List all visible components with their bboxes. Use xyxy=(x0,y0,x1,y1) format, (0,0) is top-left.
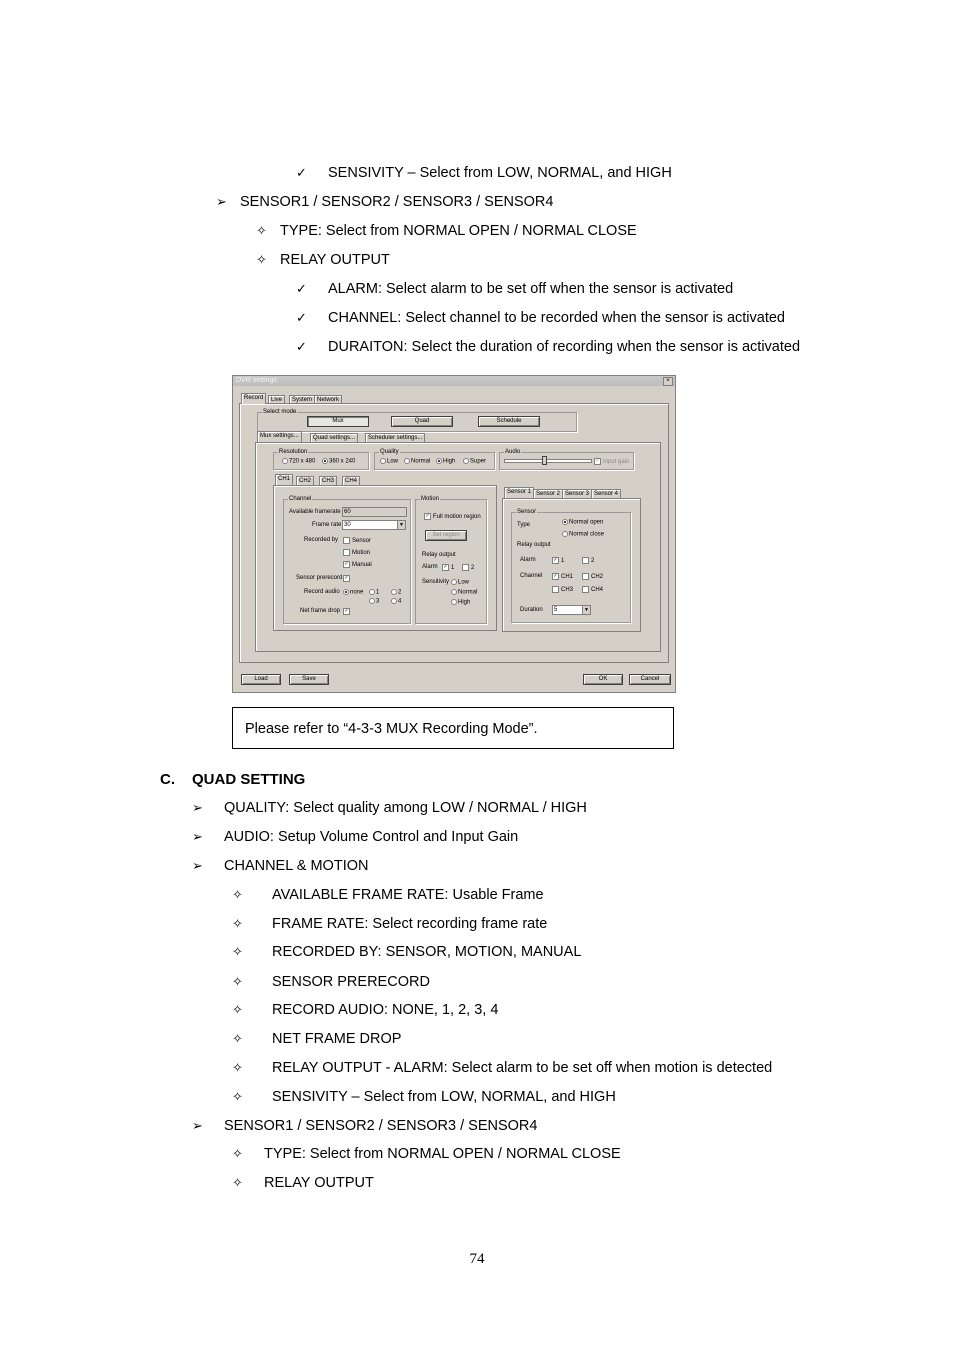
sensor-group-label: Sensor xyxy=(517,509,537,515)
cancel-button[interactable]: Cancel xyxy=(629,674,671,685)
net-frame-drop-checkbox[interactable] xyxy=(343,608,352,616)
audio-group xyxy=(499,449,634,470)
ch4-label: CH4 xyxy=(591,587,604,594)
sensor-alarm-1-label: 1 xyxy=(561,558,565,565)
radio-icon xyxy=(369,589,375,595)
mux-button[interactable]: Mux xyxy=(307,416,369,427)
normal-open-label: Normal open xyxy=(569,519,604,526)
audio-label: Audio xyxy=(505,449,521,455)
quality-super-label: Super xyxy=(470,458,487,465)
relay-output-label: Relay output xyxy=(422,552,456,558)
checkbox-icon xyxy=(582,557,589,564)
frame-rate-label: Frame rate xyxy=(312,522,342,528)
list-item: DURAITON: Select the duration of recording when the sensor is activated xyxy=(328,339,801,355)
list-item: CHANNEL & MOTION xyxy=(224,858,369,874)
sensor-label: Sensor xyxy=(352,538,372,545)
net-frame-drop-label: Net frame drop xyxy=(300,608,341,614)
record-audio-1-radio[interactable] xyxy=(369,589,379,597)
radio-icon xyxy=(391,589,397,595)
quality-high-label: High xyxy=(443,458,456,465)
close-icon[interactable]: × xyxy=(663,377,673,386)
list-item: RELAY OUTPUT xyxy=(264,1175,374,1191)
checkbox-checked-icon: ✓ xyxy=(553,557,558,563)
duration-label: Duration xyxy=(520,607,543,613)
input-gain-label: Input gain xyxy=(603,459,630,466)
list-item: SENSOR1 / SENSOR2 / SENSOR3 / SENSOR4 xyxy=(240,194,554,210)
tab-ch3[interactable]: CH3 xyxy=(319,476,337,485)
resolution-360-label: 360 x 240 xyxy=(329,458,356,465)
list-item: ALARM: Select alarm to be set off when the sensor is activated xyxy=(328,281,734,297)
quality-normal-radio[interactable] xyxy=(404,458,430,466)
check-icon: ✓ xyxy=(296,165,307,180)
list-item: TYPE: Select from NORMAL OPEN / NORMAL CLOSE xyxy=(264,1146,621,1162)
input-gain-checkbox[interactable] xyxy=(594,458,629,466)
radio-icon xyxy=(463,458,469,464)
channel-group-label: Channel xyxy=(289,496,312,502)
ch1-label: CH1 xyxy=(561,574,574,581)
frame-rate-select[interactable] xyxy=(342,520,406,530)
radio-selected-icon xyxy=(562,519,568,525)
resolution-label: Resolution xyxy=(279,449,308,455)
sensor-channel-ch3-checkbox[interactable] xyxy=(552,586,573,594)
tab-network[interactable]: Network xyxy=(314,395,342,404)
duration-select[interactable] xyxy=(552,605,591,615)
sensitivity-low-radio[interactable] xyxy=(451,579,469,587)
diamond-bullet-icon: ✧ xyxy=(232,1002,243,1017)
list-item: RELAY OUTPUT - ALARM: Select alarm to be set off when motion is detected xyxy=(272,1060,773,1076)
sensitivity-high-radio[interactable] xyxy=(451,599,470,607)
checkbox-checked-icon: ✓ xyxy=(553,573,558,579)
dialog-title: DVR settings xyxy=(236,377,277,384)
reference-note: Please refer to “4-3-3 MUX Recording Mode”. xyxy=(232,707,674,749)
load-button[interactable]: Load xyxy=(241,674,281,685)
sensor-alarm-2-label: 2 xyxy=(591,558,595,565)
list-item: FRAME RATE: Select recording frame rate xyxy=(272,916,548,932)
diamond-bullet-icon: ✧ xyxy=(232,1146,243,1161)
dropdown-arrow-icon: ▼ xyxy=(397,521,405,529)
quality-high-radio[interactable] xyxy=(436,458,455,466)
diamond-bullet-icon: ✧ xyxy=(232,1060,243,1075)
checkbox-checked-icon: ✓ xyxy=(425,513,430,519)
alarm-2-label: 2 xyxy=(471,565,475,572)
audio-3-label: 3 xyxy=(376,598,380,605)
resolution-group xyxy=(273,449,369,470)
type-normal-close-radio[interactable] xyxy=(562,531,604,539)
radio-icon xyxy=(562,531,568,537)
tab-live[interactable]: Live xyxy=(268,395,285,404)
sensitivity-label: Sensitivity xyxy=(422,579,450,585)
available-framerate-label: Available framerate xyxy=(289,509,341,515)
tab-system[interactable]: System xyxy=(289,395,315,404)
section-label: C. xyxy=(160,771,175,788)
record-audio-4-radio[interactable] xyxy=(391,598,401,606)
arrow-bullet-icon: ➢ xyxy=(192,1118,203,1133)
checkbox-icon xyxy=(343,537,350,544)
full-motion-region-checkbox[interactable] xyxy=(424,513,481,521)
sensor-alarm-2-checkbox[interactable] xyxy=(582,557,594,565)
full-motion-region-label: Full motion region xyxy=(433,514,481,521)
list-item: SENSOR1 / SENSOR2 / SENSOR3 / SENSOR4 xyxy=(224,1118,538,1134)
ch2-label: CH2 xyxy=(591,574,604,581)
audio-4-label: 4 xyxy=(398,598,402,605)
resolution-720-radio[interactable] xyxy=(282,458,315,466)
record-audio-label: Record audio xyxy=(304,589,340,595)
page-number: 74 xyxy=(469,1251,485,1267)
sensor-alarm-label: Alarm xyxy=(520,557,536,563)
channel-group xyxy=(283,496,411,624)
ch3-label: CH3 xyxy=(561,587,574,594)
tab-mux-settings[interactable]: Mux settings... xyxy=(257,431,302,442)
checkbox-icon xyxy=(582,586,589,593)
available-framerate-field: 60 xyxy=(342,507,407,517)
quality-super-radio[interactable] xyxy=(463,458,486,466)
tab-sensor3[interactable]: Sensor 3 xyxy=(562,489,592,498)
volume-slider[interactable] xyxy=(504,459,592,463)
radio-selected-icon xyxy=(436,458,442,464)
recorded-by-manual-checkbox[interactable] xyxy=(343,561,372,569)
quality-low-radio[interactable] xyxy=(380,458,398,466)
list-item: SENSIVITY – Select from LOW, NORMAL, and HIGH xyxy=(328,165,672,181)
motion-label: Motion xyxy=(352,550,371,557)
list-item: QUALITY: Select quality among LOW / NORMAL / HIGH xyxy=(224,800,587,816)
normal-close-label: Normal close xyxy=(569,531,605,538)
diamond-bullet-icon: ✧ xyxy=(256,252,267,267)
motion-group-label: Motion xyxy=(421,496,440,502)
sensor-prerecord-checkbox[interactable] xyxy=(343,575,352,583)
sensitivity-normal-label: Normal xyxy=(458,589,478,596)
sensor-channel-ch4-checkbox[interactable] xyxy=(582,586,603,594)
list-item: AVAILABLE FRAME RATE: Usable Frame xyxy=(272,887,544,903)
audio-2-label: 2 xyxy=(398,589,402,596)
radio-icon xyxy=(404,458,410,464)
record-audio-2-radio[interactable] xyxy=(391,589,401,597)
checkbox-icon xyxy=(343,549,350,556)
arrow-bullet-icon: ➢ xyxy=(192,858,203,873)
radio-selected-icon xyxy=(343,589,349,595)
recorded-by-motion-checkbox[interactable] xyxy=(343,549,370,557)
list-item: CHANNEL: Select channel to be recorded when the sensor is activated xyxy=(328,310,785,326)
select-mode-label: Select mode xyxy=(263,409,297,415)
recorded-by-sensor-checkbox[interactable] xyxy=(343,537,371,545)
save-button[interactable]: Save xyxy=(289,674,329,685)
tab-sensor2[interactable]: Sensor 2 xyxy=(533,489,563,498)
arrow-bullet-icon: ➢ xyxy=(192,800,203,815)
diamond-bullet-icon: ✧ xyxy=(232,916,243,931)
checkbox-checked-icon: ✓ xyxy=(595,458,600,464)
radio-icon xyxy=(451,599,457,605)
radio-icon xyxy=(282,458,288,464)
check-icon: ✓ xyxy=(296,339,307,354)
quality-label: Quality xyxy=(380,449,399,455)
radio-icon xyxy=(369,598,375,604)
radio-icon xyxy=(451,579,457,585)
sensor-relay-output-label: Relay output xyxy=(517,542,551,548)
quality-normal-label: Normal xyxy=(411,458,431,465)
quality-low-label: Low xyxy=(387,458,399,465)
set-region-button[interactable]: Set region xyxy=(425,530,467,541)
checkbox-icon xyxy=(582,573,589,580)
alarm-2-checkbox[interactable] xyxy=(462,564,474,572)
checkbox-checked-icon: ✓ xyxy=(344,608,349,614)
sensitivity-normal-radio[interactable] xyxy=(451,589,477,597)
list-item: RECORDED BY: SENSOR, MOTION, MANUAL xyxy=(272,944,582,960)
sensor-alarm-1-checkbox[interactable] xyxy=(552,557,564,565)
diamond-bullet-icon: ✧ xyxy=(232,1031,243,1046)
checkbox-checked-icon: ✓ xyxy=(344,561,349,567)
alarm-label: Alarm xyxy=(422,564,438,570)
check-icon: ✓ xyxy=(296,281,307,296)
diamond-bullet-icon: ✧ xyxy=(232,887,243,902)
duration-value: 5 xyxy=(554,607,558,613)
recorded-by-label: Recorded by xyxy=(304,537,339,543)
alarm-1-label: 1 xyxy=(451,565,455,572)
sensor-channel-label: Channel xyxy=(520,573,543,579)
tab-ch4[interactable]: CH4 xyxy=(342,476,360,485)
diamond-bullet-icon: ✧ xyxy=(256,223,267,238)
checkbox-checked-icon: ✓ xyxy=(344,575,349,581)
sensor-prerecord-label: Sensor prerecord xyxy=(296,575,343,581)
tab-record[interactable]: Record xyxy=(241,393,266,404)
schedule-button[interactable]: Schedule xyxy=(478,416,540,427)
tab-quad-settings[interactable]: Quad settings... xyxy=(310,433,358,442)
tab-scheduler-settings[interactable]: Scheduler settings... xyxy=(365,433,425,442)
tab-ch2[interactable]: CH2 xyxy=(296,476,314,485)
quad-button[interactable]: Quad xyxy=(391,416,453,427)
diamond-bullet-icon: ✧ xyxy=(232,1089,243,1104)
alarm-1-checkbox[interactable] xyxy=(442,564,454,572)
type-label: Type xyxy=(517,522,531,528)
record-audio-none-radio[interactable] xyxy=(343,589,363,597)
tab-sensor4[interactable]: Sensor 4 xyxy=(591,489,621,498)
frame-rate-value: 30 xyxy=(344,522,351,528)
list-item: NET FRAME DROP xyxy=(272,1031,402,1047)
radio-icon xyxy=(380,458,386,464)
radio-selected-icon xyxy=(322,458,328,464)
section-title: QUAD SETTING xyxy=(192,771,306,788)
motion-group xyxy=(415,496,487,624)
resolution-720-label: 720 x 480 xyxy=(289,458,316,465)
volume-slider-thumb[interactable] xyxy=(542,456,547,465)
diamond-bullet-icon: ✧ xyxy=(232,1175,243,1190)
arrow-bullet-icon: ➢ xyxy=(216,194,227,209)
checkbox-checked-icon: ✓ xyxy=(443,564,448,570)
list-item: SENSOR PRERECORD xyxy=(272,974,430,990)
list-item: SENSIVITY – Select from LOW, NORMAL, and HIGH xyxy=(272,1089,616,1105)
checkbox-icon xyxy=(552,586,559,593)
dropdown-arrow-icon: ▼ xyxy=(582,606,590,614)
sensor-channel-ch1-checkbox[interactable] xyxy=(552,573,573,581)
list-item: TYPE: Select from NORMAL OPEN / NORMAL CLOSE xyxy=(280,223,637,239)
list-item: RELAY OUTPUT xyxy=(280,252,390,268)
sensor-group xyxy=(511,509,631,623)
radio-icon xyxy=(451,589,457,595)
diamond-bullet-icon: ✧ xyxy=(232,974,243,989)
list-item: AUDIO: Setup Volume Control and Input Gain xyxy=(224,829,519,845)
sensitivity-high-label: High xyxy=(458,599,471,606)
ok-button[interactable]: OK xyxy=(583,674,623,685)
diamond-bullet-icon: ✧ xyxy=(232,944,243,959)
radio-icon xyxy=(391,598,397,604)
audio-1-label: 1 xyxy=(376,589,380,596)
type-normal-open-radio[interactable] xyxy=(562,519,603,527)
dvr-settings-dialog xyxy=(232,375,676,693)
sensitivity-low-label: Low xyxy=(458,579,470,586)
none-label: none xyxy=(350,589,364,596)
manual-label: Manual xyxy=(352,562,372,569)
tab-ch1[interactable]: CH1 xyxy=(275,474,293,485)
tab-sensor1[interactable]: Sensor 1 xyxy=(504,487,534,498)
dialog-titlebar xyxy=(233,376,675,386)
check-icon: ✓ xyxy=(296,310,307,325)
arrow-bullet-icon: ➢ xyxy=(192,829,203,844)
quality-group xyxy=(374,449,495,470)
resolution-360-radio[interactable] xyxy=(322,458,355,466)
list-item: RECORD AUDIO: NONE, 1, 2, 3, 4 xyxy=(272,1002,499,1018)
record-audio-3-radio[interactable] xyxy=(369,598,379,606)
sensor-channel-ch2-checkbox[interactable] xyxy=(582,573,603,581)
checkbox-icon xyxy=(462,564,469,571)
